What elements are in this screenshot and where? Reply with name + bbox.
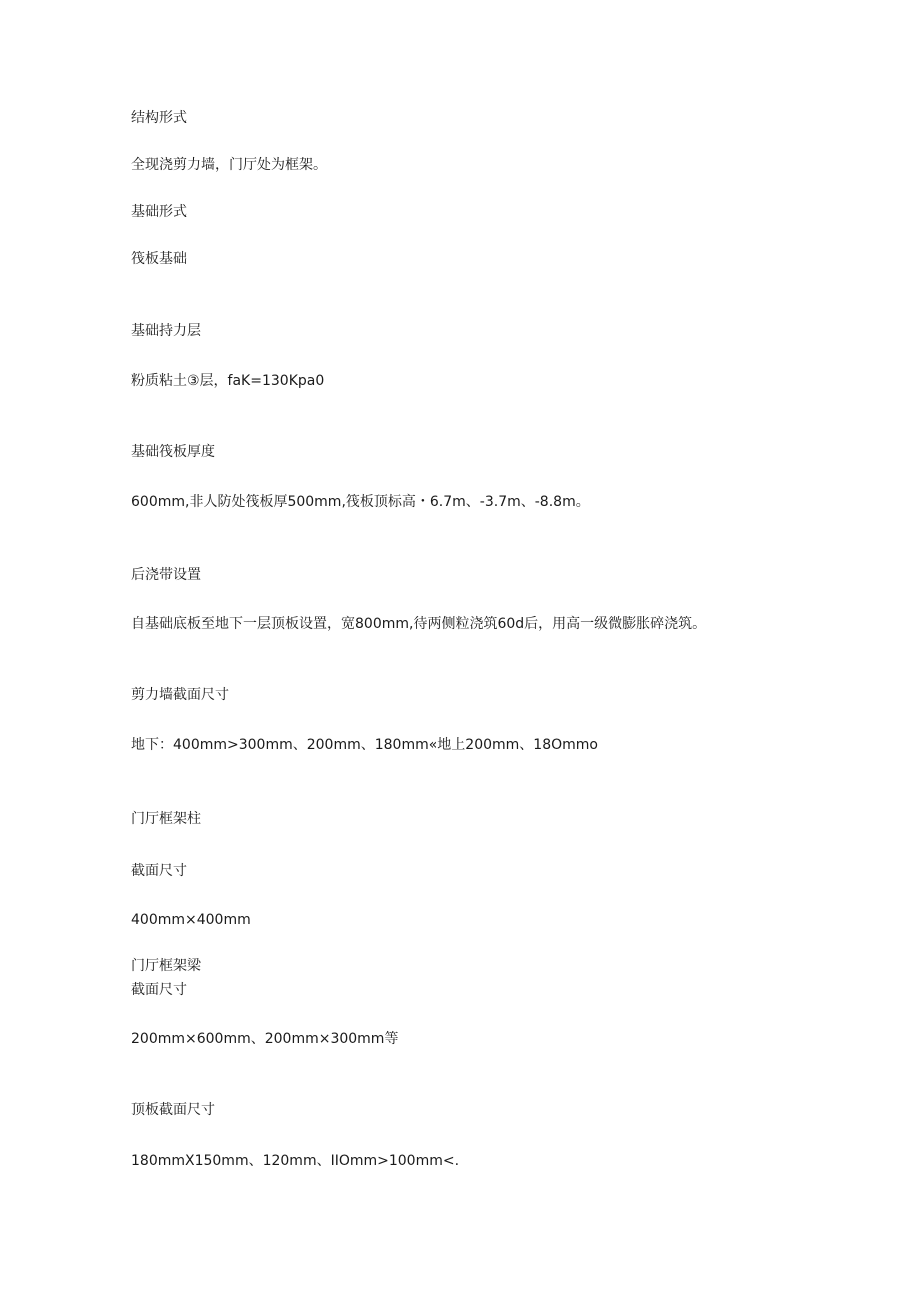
text-post-pour-strip: 自基础底板至地下一层顶板设置，宽800mm,待两侧粒浇筑60d后，用高一级微膨胀碎浇筑。 <box>131 616 707 632</box>
text-slab-section: 180mmX150mm、120mm、IIOmm>100mm<. <box>131 1153 460 1169</box>
heading-shear-wall-section: 剪力墙截面尺寸 <box>131 687 229 703</box>
text-raft-thickness: 600mm,非人防处筏板厚500mm,筏板顶标高・6.7m、-3.7m、-8.8m。 <box>131 494 590 510</box>
heading-raft-thickness: 基础筏板厚度 <box>131 444 215 460</box>
text-foundation-form: 筏板基础 <box>131 251 187 267</box>
label-column-section: 截面尺寸 <box>131 863 187 879</box>
heading-bearing-layer: 基础持力层 <box>131 323 201 339</box>
text-structure-form: 全现浇剪力墙，门厅处为框架。 <box>131 157 327 173</box>
heading-post-pour-strip: 后浇带设置 <box>131 567 201 583</box>
text-shear-wall-section: 地下：400mm>300mm、200mm、180mm«地上200mm、18Ommo <box>131 737 598 753</box>
label-beam-section: 截面尺寸 <box>131 982 187 998</box>
text-beam-section: 200mm×600mm、200mm×300mm等 <box>131 1031 399 1047</box>
text-bearing-layer: 粉质粘土③层，faK=130Kpa0 <box>131 373 325 389</box>
heading-structure-form: 结构形式 <box>131 110 187 126</box>
heading-lobby-beam: 门厅框架梁 <box>131 958 201 974</box>
heading-lobby-column: 门厅框架柱 <box>131 811 201 827</box>
heading-slab-section: 顶板截面尺寸 <box>131 1102 215 1118</box>
text-column-section: 400mm×400mm <box>131 912 251 928</box>
heading-foundation-form: 基础形式 <box>131 204 187 220</box>
